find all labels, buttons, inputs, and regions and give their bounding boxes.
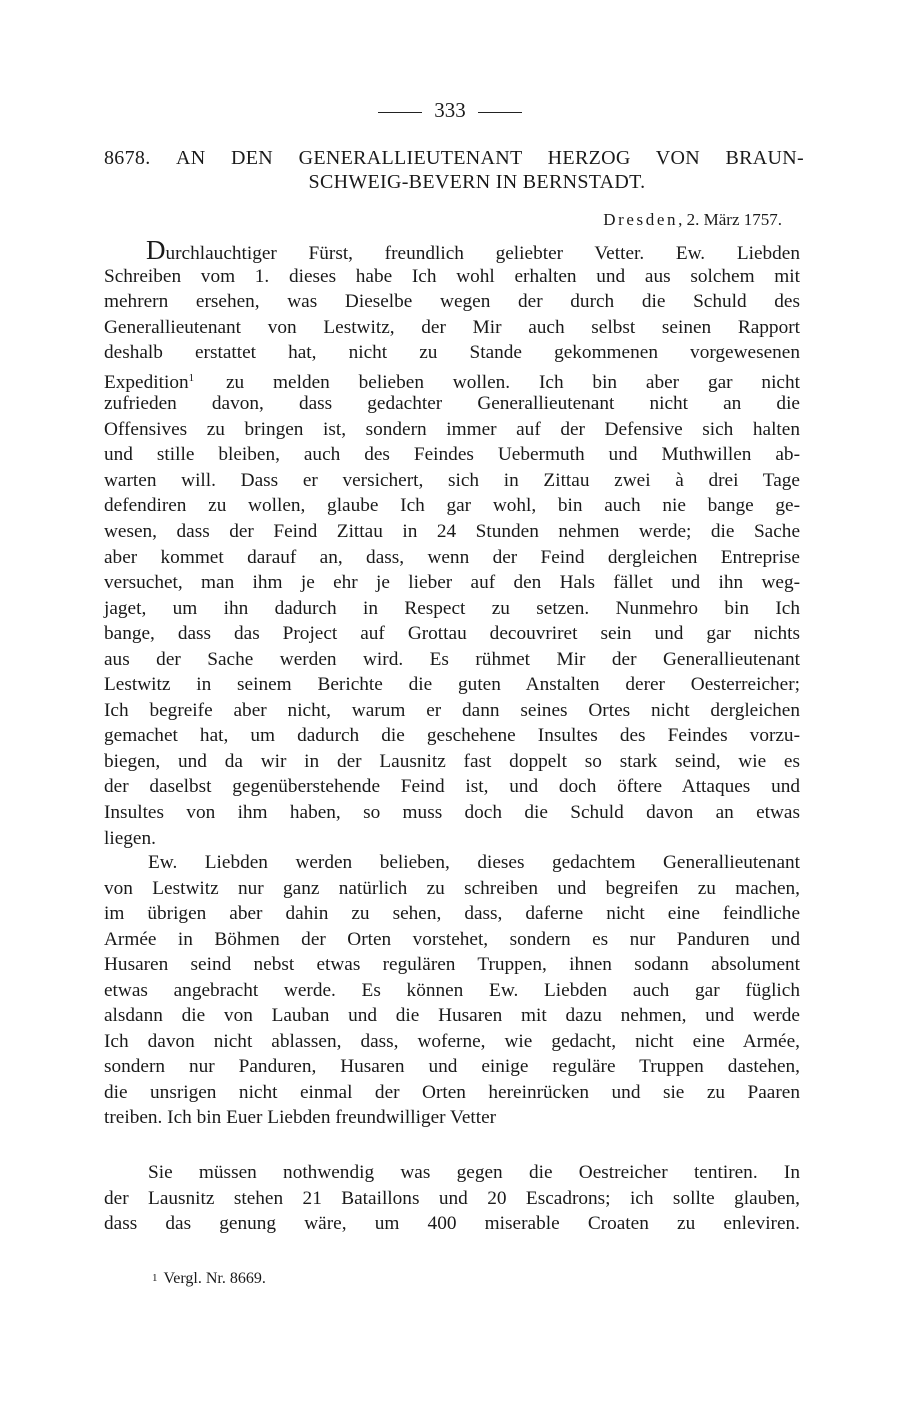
- text-line: warten will. Dass er versichert, sich in Zittau zwei à drei Tage: [104, 469, 800, 491]
- document-number: 8678.: [104, 147, 151, 169]
- text-line: Husaren seind nebst etwas regulären Truppen, ihnen sodann absolument: [104, 954, 800, 976]
- footnote-reference: 1: [188, 371, 195, 384]
- text-line: und stille bleiben, auch des Feindes Uebermuth und Muthwillen ab-: [104, 444, 800, 466]
- text-line: dass das genung wäre, um 400 miserable Croaten zu enleviren.: [104, 1213, 800, 1235]
- text-line: mehrern ersehen, was Dieselbe wegen der durch die Schuld des: [104, 291, 800, 313]
- text-line: alsdann die von Lauban und die Husaren mit dazu nehmen, und werde: [104, 1005, 800, 1027]
- text-line: Sie müssen nothwendig was gegen die Oestreicher tentiren. In: [148, 1162, 800, 1183]
- heading-title-1: AN DEN GENERALLIEUTENANT HERZOG VON BRAUN-: [176, 147, 804, 169]
- text-line: Offensives zu bringen ist, sondern immer auf der Defensive sich halten: [104, 418, 800, 440]
- text-line: defendiren zu wollen, glaube Ich gar wohl, bin auch nie bange ge-: [104, 495, 800, 517]
- text-line: Generallieutenant von Lestwitz, der Mir auch selbst seinen Rapport: [104, 316, 800, 338]
- text-line: der Lausnitz stehen 21 Bataillons und 20 Escadrons; ich sollte glauben,: [104, 1187, 800, 1209]
- dateline-place: Dresden: [603, 210, 679, 229]
- text-line: etwas angebracht werde. Es können Ew. Liebden auch gar füglich: [104, 979, 800, 1001]
- text-line: gemachet hat, um dadurch die geschehene Insultes des Feindes vorzu-: [104, 725, 800, 747]
- dateline: [603, 210, 782, 230]
- footnote-text: Vergl. Nr. 8669.: [163, 1270, 266, 1287]
- letter-paragraph-1: [104, 235, 800, 851]
- text-line: sondern nur Panduren, Husaren und einige reguläre Truppen dastehen,: [104, 1056, 800, 1078]
- footnote: [152, 1270, 266, 1288]
- text-line: aus der Sache werden wird. Es rühmet Mir der Generallieutenant: [104, 648, 800, 670]
- heading-line-1: [104, 146, 804, 170]
- text-line: versuchet, man ihm je ehr je lieber auf den Hals fället und ihn weg-: [104, 572, 800, 594]
- text-line: wesen, dass der Feind Zittau in 24 Stunden nehmen werde; die Sache: [104, 521, 800, 543]
- footnote-marker: 1: [152, 1272, 158, 1284]
- text-line: treiben. Ich bin Euer Liebden freundwilliger Vetter: [104, 1107, 497, 1129]
- text-line: Schreiben vom 1. dieses habe Ich wohl erhalten und aus solchem mit: [104, 265, 800, 287]
- text-line: aber kommet darauf an, dass, wenn der Feind dergleichen Entreprise: [104, 546, 800, 568]
- text-line: Ich davon nicht ablassen, dass, woferne, wie gedacht, nicht eine Armée,: [104, 1030, 800, 1052]
- text-line: deshalb erstattet hat, nicht zu Stande gekommenen vorgewesenen: [104, 342, 800, 364]
- text-line: von Lestwitz nur ganz natürlich zu schreiben und begreifen zu machen,: [104, 877, 800, 899]
- text-line: Ew. Liebden werden belieben, dieses gedachtem Generallieutenant: [148, 852, 800, 873]
- page-header: [0, 98, 900, 123]
- text-line: der daselbst gegenüberstehende Feind ist, und doch öftere Attaques und: [104, 776, 800, 798]
- text-line: bange, dass das Project auf Grottau decouvriret sein und gar nichts: [104, 623, 800, 645]
- header-rule-left: [378, 112, 422, 113]
- text-line: zufrieden davon, dass gedachter Generallieutenant nicht an die: [104, 393, 800, 415]
- text-line: Lestwitz in seinem Berichte die guten Anstalten derer Oesterreicher;: [104, 674, 800, 696]
- postscript: [104, 1160, 800, 1237]
- text-line: die unsrigen nicht einmal der Orten hereinrücken und sie zu Paaren: [104, 1081, 800, 1103]
- text-line: liegen.: [104, 827, 156, 849]
- dateline-date: , 2. März 1757.: [678, 210, 782, 229]
- heading-title-2: SCHWEIG-BEVERN IN BERNSTADT.: [308, 171, 646, 193]
- header-rule-right: [478, 112, 522, 113]
- page-number: 333: [434, 98, 466, 122]
- text-line: Ich begreife aber nicht, warum er dann seines Ortes nicht dergleichen: [104, 699, 800, 721]
- initial-letter: D: [146, 235, 166, 265]
- text-line: im übrigen aber dahin zu sehen, dass, daferne nicht eine feindliche: [104, 903, 800, 925]
- text-line: Expedition$^1$ zu melden belieben wollen. Ich bin aber gar nicht: [104, 371, 800, 393]
- text-line: Armée in Böhmen der Orten vorstehet, sondern es nur Panduren und: [104, 928, 800, 950]
- text-line: biegen, und da wir in der Lausnitz fast doppelt so stark seind, wie es: [104, 750, 800, 772]
- letter-paragraph-2: [104, 850, 800, 1131]
- text-line: Insultes von ihm haben, so muss doch die Schuld davon an etwas: [104, 802, 800, 824]
- text-line: Durchlauchtiger Fürst, freundlich geliebter Vetter. Ew. Liebden: [146, 235, 800, 265]
- text-line: jaget, um ihn dadurch in Respect zu setzen. Nunmehro bin Ich: [104, 597, 800, 619]
- document-heading: [104, 146, 804, 194]
